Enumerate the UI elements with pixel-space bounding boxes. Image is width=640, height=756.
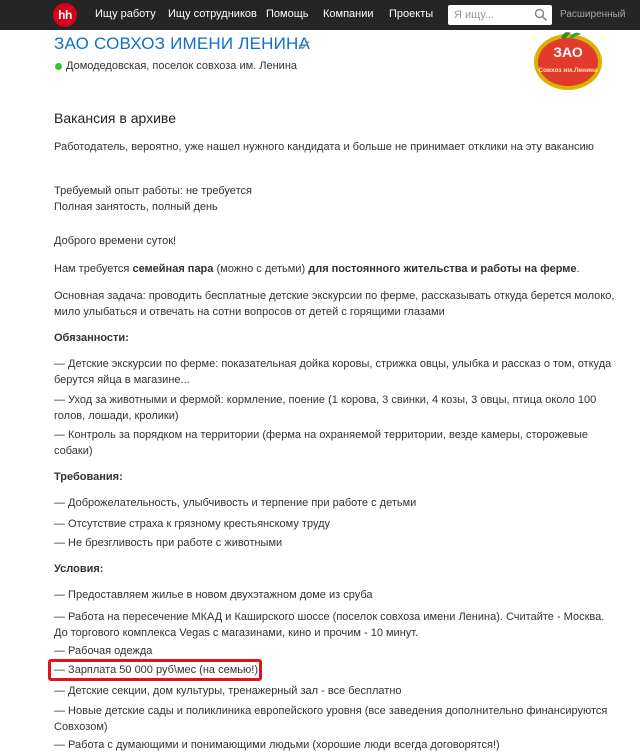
- salary-item: — Зарплата 50 000 руб\мес (на семью!): [54, 664, 258, 676]
- search-input[interactable]: [448, 5, 528, 25]
- list-item: — Отсутствие страха к грязному крестьянскому труду: [54, 518, 331, 530]
- list-item: — Уход за животными и фермой: кормление, поение (1 корова, 3 свинки, 4 козы, 3 овцы, птица около 100 голов, лошади, кролики): [54, 394, 597, 422]
- advanced-search-link[interactable]: Расширенный: [560, 9, 626, 20]
- nav-item-find-employees[interactable]: Ищу сотрудников: [168, 8, 257, 20]
- company-logo: [531, 30, 605, 90]
- employment-type: Полная занятость, полный день: [54, 201, 218, 213]
- list-item: — Детские экскурсии по ферме: показательная дойка коровы, стрижка овцы, улыбка и рассказ о том, откуда берутся яйца в магазине...: [54, 358, 612, 386]
- requirement-summary-part: .: [576, 263, 580, 275]
- archive-title: Вакансия в архиве: [54, 110, 176, 126]
- requirement-summary-part: Нам требуется: [54, 263, 133, 275]
- archive-note: Работодатель, вероятно, уже нашел нужного кандидата и больше не принимает отклики на эту вакансию: [54, 141, 594, 153]
- residence-bold: для постоянного жительства и работы на ферме: [308, 263, 577, 275]
- list-item: — Контроль за порядком на территории (ферма на охраняемой территории, везде камеры, сторожевые собаки): [54, 429, 589, 457]
- family-couple-bold: семейная пара: [132, 263, 214, 275]
- list-item: — Предоставляем жилье в новом двухэтажном доме из сруба: [54, 589, 373, 601]
- requirement-summary-part: (можно с детьми): [213, 263, 309, 275]
- hh-logo[interactable]: hh: [53, 3, 77, 27]
- salary-highlight-frame: [48, 659, 262, 681]
- duties-title: Обязанности:: [54, 332, 129, 344]
- conditions-title: Условия:: [54, 563, 104, 575]
- search-icon[interactable]: [534, 8, 548, 22]
- nav-item-help[interactable]: Помощь: [266, 8, 309, 20]
- company-logo-text-top: ЗАО: [553, 44, 583, 60]
- company-location: Домодедовская, поселок совхоза им. Ленина: [66, 60, 298, 72]
- list-item: — Не брезгливость при работе с животными: [54, 537, 283, 549]
- verified-check-icon: [298, 40, 310, 50]
- requirement-summary: [54, 261, 580, 277]
- requirements-title: Требования:: [54, 471, 123, 483]
- list-item: — Работа на пересечение МКАД и Каширского шоссе (поселок совхоза имени Ленина). Считайте - Москва. До торгового комплекса Vegas с магазинами, кино и прочим - 10 минут.: [54, 611, 605, 639]
- nav-item-companies[interactable]: Компании: [323, 8, 374, 20]
- main-task: Основная задача: проводить бесплатные детские экскурсии по ферме, рассказывать откуда берется молоко, мило улыбаться и отвечать на сотни вопросов от детей с горящими глазами: [54, 290, 615, 318]
- list-item: — Детские секции, дом культуры, тренажерный зал - все бесплатно: [54, 685, 402, 697]
- list-item: — Доброжелательность, улыбчивость и терпение при работе с детьми: [54, 497, 417, 509]
- list-item: — Новые детские сады и поликлиника европейского уровня (все заведения дополнительно финансируются Совхозом): [54, 705, 608, 733]
- company-name-link[interactable]: ЗАО СОВХОЗ ИМЕНИ ЛЕНИНА: [54, 34, 311, 53]
- company-logo-text-bottom: Совхоз им.Ленина: [538, 67, 598, 74]
- experience-requirement: Требуемый опыт работы: не требуется: [54, 185, 252, 197]
- nav-item-projects[interactable]: Проекты: [389, 8, 434, 20]
- nav-item-find-job[interactable]: Ищу работу: [95, 8, 156, 20]
- list-item: — Работа с думающими и понимающими людьми (хорошие люди всегда договорятся!): [54, 739, 500, 751]
- list-item: — Рабочая одежда: [54, 645, 153, 657]
- metro-station-dot: [55, 63, 62, 70]
- top-navigation-bar: [0, 0, 640, 30]
- search-box: [448, 5, 552, 25]
- greeting-text: Доброго времени суток!: [54, 235, 177, 247]
